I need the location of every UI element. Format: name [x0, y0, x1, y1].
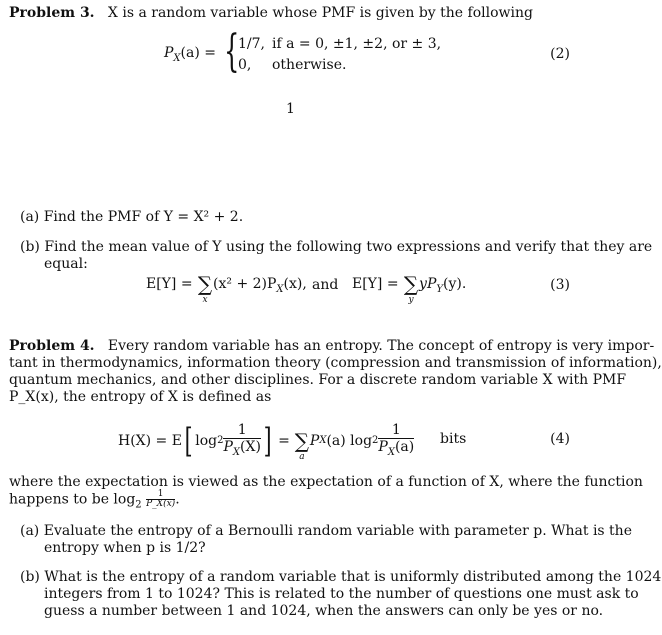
- mean-expression-1: E[Y] = ∑ x $(x^2 + 2)P_X(x)$,: [146, 272, 307, 305]
- equation-number-2: (2): [550, 46, 570, 62]
- problem4-line1: Problem 4. Every random variable has an entropy. The concept of entropy is very impor-: [9, 338, 655, 354]
- entropy-equation: H(X) = E [ log 2 $\frac{1}{P_X(X)}$ ] = ∑ a P X (a) log 2 $\frac{1}{P_X(a)}$: [118, 421, 415, 462]
- problem4-heading: Problem 4.: [9, 338, 95, 354]
- problem3-intro: X is a random variable whose PMF is given by the following: [107, 5, 533, 21]
- problem3-first-line: [9, 4, 533, 22]
- equation-number-3: (3): [550, 277, 570, 293]
- left-bracket: [: [184, 421, 193, 461]
- connector-and: and: [312, 277, 339, 293]
- problem3-part-b-line2: equal:: [44, 256, 88, 272]
- problem4-line4: P_X(x), the entropy of X is defined as: [9, 389, 272, 405]
- pmf-case2-value: 0,: [238, 57, 252, 73]
- problem4-part-a-line2: entropy when p is 1/2?: [44, 540, 206, 556]
- problem3-part-a: (a) Find the PMF of Y = X² + 2.: [20, 209, 244, 225]
- problem3-heading: Problem 3.: [9, 5, 95, 21]
- problem4-after-line1: where the expectation is viewed as the expectation of a function of X, where the function: [9, 474, 643, 490]
- problem3-part-b-line1: (b) Find the mean value of Y using the following two expressions and verify that they are: [20, 239, 653, 255]
- entropy-fraction-2: $\frac{1}{P_X(a)}$: [378, 421, 415, 458]
- equation-number-4: (4): [550, 431, 570, 447]
- problem4-after-line2: happens to be $\log_2$ $\frac{1}{P\_X(x)}$ .: [9, 489, 180, 511]
- sum-symbol: ∑ y: [403, 272, 419, 305]
- pmf-case1-value: 1/7,: [238, 36, 265, 52]
- problem4-line2: tant in thermodynamics, information theory (compression and transmission of information),: [9, 355, 662, 371]
- pmf-lhs: $P_X(a)$ =: [164, 45, 216, 64]
- entropy-fraction-1: $\frac{1}{P_X(X)}$: [223, 421, 261, 458]
- problem4-line3: quantum mechanics, and other disciplines. For a discrete random variable X with PMF: [9, 372, 627, 388]
- sum-symbol: ∑ x: [197, 272, 213, 305]
- inline-fraction: $\frac{1}{P\_X(x)}$: [146, 489, 176, 509]
- problem4-part-b-line1: (b) What is the entropy of a random variable that is uniformly distributed among the 1024: [20, 569, 662, 585]
- unit-bits: bits: [440, 431, 467, 447]
- problem4-part-a-line1: (a) Evaluate the entropy of a Bernoulli random variable with parameter p. What is the: [20, 523, 632, 539]
- problem4-part-b-line3: guess a number between 1 and 1024, when the answers can only be yes or no.: [44, 603, 604, 619]
- page-number: 1: [286, 101, 295, 117]
- right-bracket: ]: [263, 421, 272, 461]
- pmf-case2-condition: otherwise.: [272, 57, 347, 73]
- pmf-case1-condition: if a = 0, ±1, ±2, or ± 3,: [272, 36, 442, 52]
- problem4-part-b-line2: integers from 1 to 1024? This is related to the number of questions one must ask to: [44, 586, 639, 602]
- mean-expression-2: E[Y] = ∑ y $yP_Y(y)$.: [352, 272, 467, 305]
- pmf-brace: {: [224, 26, 240, 77]
- sum-symbol: ∑ a: [294, 429, 310, 462]
